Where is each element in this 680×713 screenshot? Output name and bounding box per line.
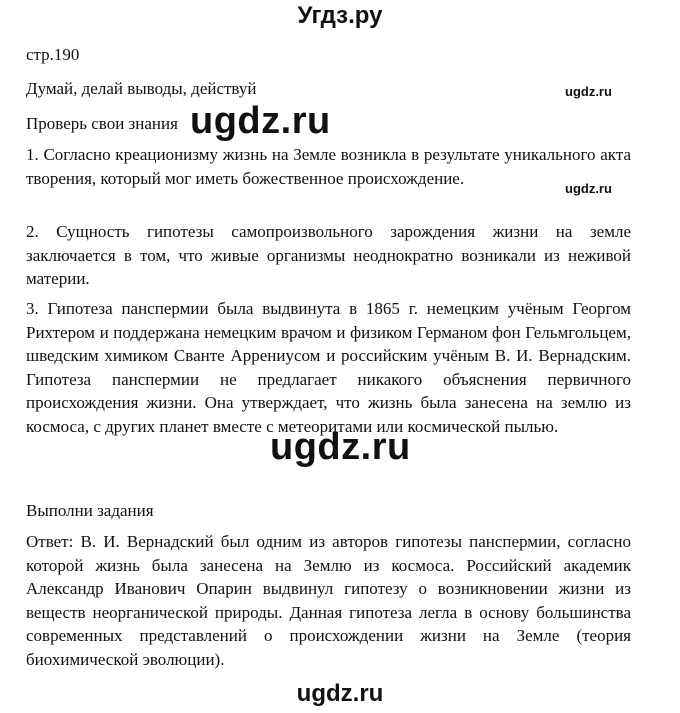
watermark-large-middle: ugdz.ru (270, 426, 411, 468)
section-title: Думай, делай выводы, действуй (26, 79, 257, 98)
watermark-footer: ugdz.ru (296, 680, 384, 707)
watermark-small-middle: ugdz.ru (565, 181, 612, 196)
subsection-knowledge-title: Проверь свои знания (26, 114, 178, 133)
answer-2: 2. Сущность гипотезы самопроизвольного зарождения жизни на земле заключается в том, что живые организмы неоднократно возникали из неживой материи. (26, 222, 631, 288)
task-answer: Ответ: В. И. Вернадский был одним из авторов гипотезы панспермии, согласно которой жизнь была занесена на Землю из космоса. Российский академик Александр Иванович Опарин выдвинул гипотезу о возникновении жизни из веществ неорганической природы. Данная гипотеза легла в основу большинства современных представлений о происхождении жизни на Земле (теория биохимической эволюции). (26, 532, 631, 669)
subsection-tasks-title: Выполни задания (26, 501, 154, 520)
page-reference: стр.190 (26, 45, 80, 64)
answer-1: 1. Согласно креационизму жизнь на Земле возникла в результате уникального акта творения, который мог иметь божественное происхождение. (26, 145, 631, 188)
watermark-large-top: ugdz.ru (190, 100, 331, 142)
answer-3: 3. Гипотеза панспермии была выдвинута в 1865 г. немецким учёным Георгом Рихтером и поддержана немецким врачом и физиком Германом фон Гельмгольцем, шведским химиком Сванте Аррениусом и российским учёным В. И. Вернадским. Гипотеза панспермии не предлагает никакого объяснения первичного происхождения жизни. Она утверждает, что жизнь была занесена на землю из космоса, с других планет вместе с метеоритами или космической пылью. (26, 299, 631, 436)
watermark-small-top: ugdz.ru (565, 84, 612, 99)
site-title: Угдз.ру (297, 2, 383, 29)
